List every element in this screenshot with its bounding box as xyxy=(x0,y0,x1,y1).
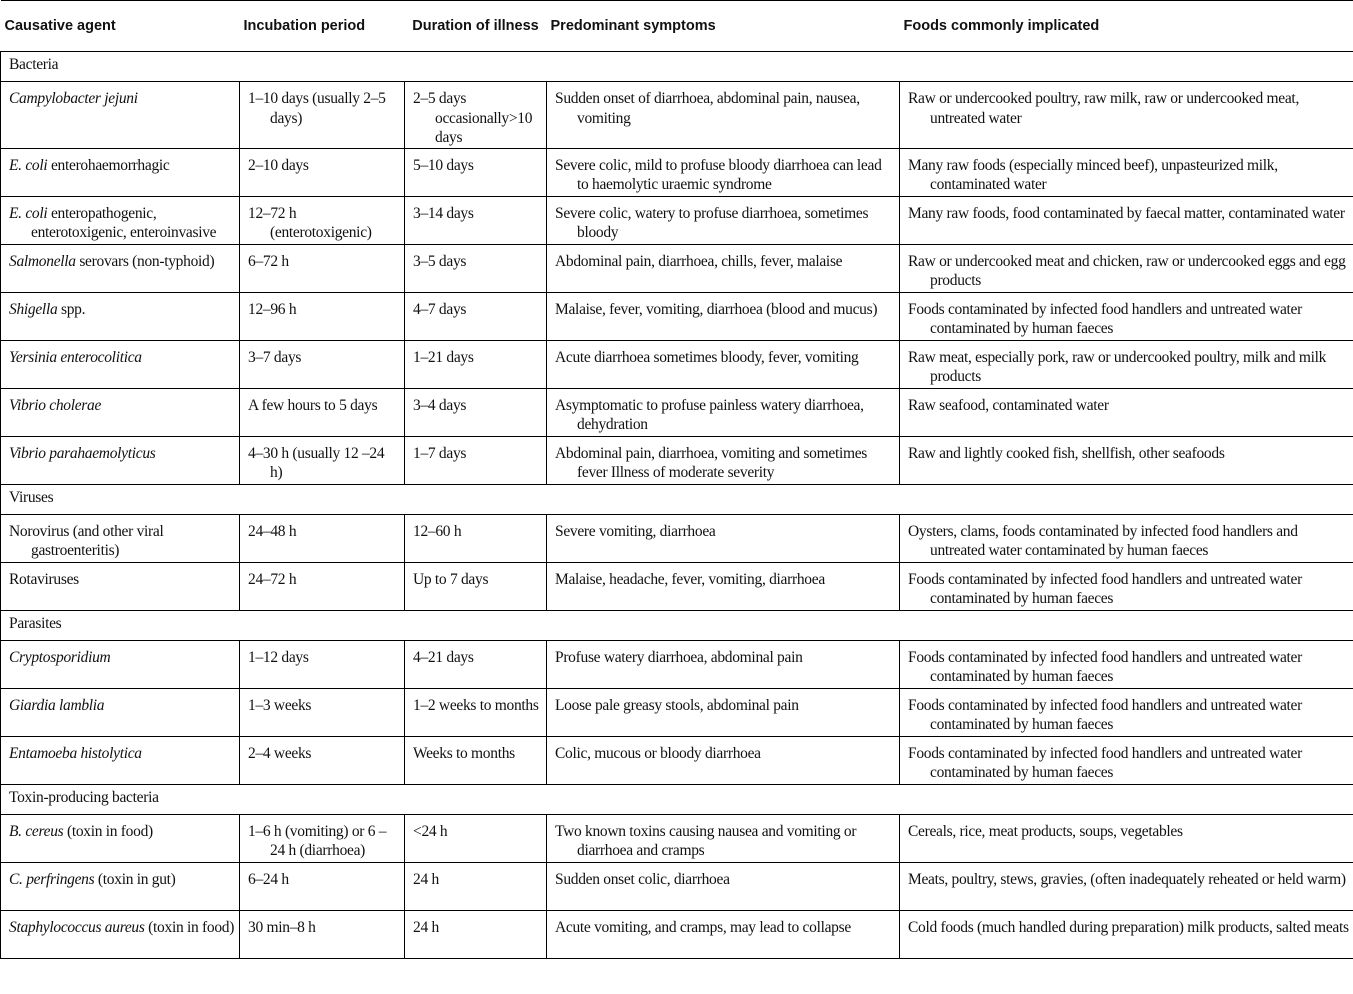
cell-duration xyxy=(405,388,547,436)
cell-symptoms xyxy=(547,340,900,388)
agent-name-rest: enterohaemorrhagic xyxy=(47,156,170,174)
cell-symptoms xyxy=(547,436,900,484)
cell-foods-text: Cereals, rice, meat products, soups, vegetables xyxy=(908,822,1183,840)
agent-name-italic: Giardia lamblia xyxy=(9,696,105,714)
cell-causative-agent xyxy=(1,862,240,910)
cell-incubation-period-text: 2–4 weeks xyxy=(248,744,312,762)
cell-incubation-period xyxy=(240,514,405,562)
cell-foods xyxy=(900,862,1353,910)
cell-foods-text: Many raw foods (especially minced beef), unpasteurized milk, contaminated water xyxy=(908,156,1278,193)
cell-foods xyxy=(900,82,1353,149)
cell-symptoms-text: Abdominal pain, diarrhoea, chills, fever, malaise xyxy=(555,252,843,270)
cell-foods-text: Foods contaminated by infected food handlers and untreated water contaminated by human faeces xyxy=(908,300,1302,337)
cell-symptoms-text: Abdominal pain, diarrhoea, vomiting and sometimes fever Illness of moderate severity xyxy=(555,444,868,481)
agent-name-italic: Entamoeba histolytica xyxy=(9,744,142,762)
table-row xyxy=(1,244,1353,292)
cell-duration xyxy=(405,514,547,562)
table-row xyxy=(1,82,1353,149)
cell-incubation-period-text: 12–72 h (enterotoxigenic) xyxy=(248,204,372,241)
cell-foods xyxy=(900,292,1353,340)
table-row xyxy=(1,196,1353,244)
cell-foods-text: Foods contaminated by infected food handlers and untreated water contaminated by human faeces xyxy=(908,648,1302,685)
cell-duration xyxy=(405,562,547,610)
agent-name-italic: C. perfringens xyxy=(9,870,95,888)
cell-symptoms xyxy=(547,388,900,436)
cell-symptoms-text: Severe colic, watery to profuse diarrhoea, sometimes bloody xyxy=(555,204,869,241)
cell-symptoms-text: Two known toxins causing nausea and vomiting or diarrhoea and cramps xyxy=(555,822,857,859)
cell-incubation-period xyxy=(240,436,405,484)
cell-causative-agent xyxy=(1,244,240,292)
cell-incubation-period xyxy=(240,292,405,340)
section-header-row xyxy=(1,484,1353,514)
cell-duration-text: 24 h xyxy=(413,870,439,888)
agent-text xyxy=(9,570,235,590)
cell-duration xyxy=(405,640,547,688)
cell-foods xyxy=(900,562,1353,610)
agent-text xyxy=(9,648,235,668)
agent-text xyxy=(9,348,235,368)
agent-text xyxy=(9,252,235,272)
cell-duration xyxy=(405,82,547,149)
cell-foods xyxy=(900,196,1353,244)
cell-duration-text: 1–21 days xyxy=(413,348,474,366)
cell-duration xyxy=(405,688,547,736)
cell-incubation-period xyxy=(240,148,405,196)
table-row xyxy=(1,814,1353,862)
cell-duration-text: 12–60 h xyxy=(413,522,462,540)
agent-name-italic: E. coli xyxy=(9,156,48,174)
agent-text xyxy=(9,300,235,320)
table-row xyxy=(1,436,1353,484)
cell-incubation-period xyxy=(240,910,405,958)
cell-foods xyxy=(900,514,1353,562)
cell-incubation-period xyxy=(240,562,405,610)
cell-symptoms-text: Colic, mucous or bloody diarrhoea xyxy=(555,744,761,762)
cell-causative-agent xyxy=(1,688,240,736)
cell-incubation-period-text: 4–30 h (usually 12 –24 h) xyxy=(248,444,385,481)
cell-duration-text: 4–7 days xyxy=(413,300,467,318)
cell-foods-text: Raw or undercooked meat and chicken, raw or undercooked eggs and egg products xyxy=(908,252,1346,289)
cell-causative-agent xyxy=(1,514,240,562)
table-row xyxy=(1,562,1353,610)
cell-duration xyxy=(405,736,547,784)
table-row xyxy=(1,910,1353,958)
cell-incubation-period-text: 6–24 h xyxy=(248,870,289,888)
agent-name-italic: Vibrio cholerae xyxy=(9,396,102,414)
cell-foods xyxy=(900,436,1353,484)
table-row xyxy=(1,292,1353,340)
table-row xyxy=(1,688,1353,736)
cell-symptoms xyxy=(547,640,900,688)
cell-foods xyxy=(900,388,1353,436)
cell-incubation-period-text: 1–6 h (vomiting) or 6 –24 h (diarrhoea) xyxy=(248,822,387,859)
cell-incubation-period-text: 1–3 weeks xyxy=(248,696,312,714)
agent-text xyxy=(9,696,235,716)
agent-name-italic: B. cereus xyxy=(9,822,64,840)
agent-name-italic: E. coli xyxy=(9,204,48,222)
cell-symptoms xyxy=(547,736,900,784)
cell-duration xyxy=(405,340,547,388)
cell-foods xyxy=(900,244,1353,292)
cell-duration xyxy=(405,862,547,910)
cell-foods-text: Meats, poultry, stews, gravies, (often inadequately reheated or held warm) xyxy=(908,870,1346,888)
cell-symptoms-text: Severe colic, mild to profuse bloody diarrhoea can lead to haemolytic uraemic syndrome xyxy=(555,156,882,193)
agent-text xyxy=(9,156,235,176)
cell-incubation-period-text: 1–10 days (usually 2–5 days) xyxy=(248,90,386,127)
cell-foods-text: Raw and lightly cooked fish, shellfish, other seafoods xyxy=(908,444,1225,462)
agent-text xyxy=(9,204,235,243)
agent-name-rest: enteropathogenic, enterotoxigenic, enteroinvasive xyxy=(31,204,217,241)
cell-incubation-period xyxy=(240,640,405,688)
cell-duration-text: 3–4 days xyxy=(413,396,467,414)
cell-symptoms-text: Sudden onset colic, diarrhoea xyxy=(555,870,730,888)
header-row xyxy=(1,1,1353,52)
agent-name-italic: Vibrio parahaemolyticus xyxy=(9,444,156,462)
cell-causative-agent xyxy=(1,640,240,688)
section-title: Toxin-producing bacteria xyxy=(1,784,1353,814)
cell-foods xyxy=(900,688,1353,736)
table-row xyxy=(1,148,1353,196)
cell-incubation-period xyxy=(240,196,405,244)
agent-name-rest: (toxin in food) xyxy=(144,918,235,936)
header-causative-agent: Causative agent xyxy=(1,1,240,52)
header-foods-commonly-implicated: Foods commonly implicated xyxy=(900,1,1353,52)
agent-name-rest: Norovirus (and other viral gastroenteritis) xyxy=(9,522,164,559)
cell-duration-text: 1–7 days xyxy=(413,444,467,462)
cell-foods-text: Foods contaminated by infected food handlers and untreated water contaminated by human faeces xyxy=(908,696,1302,733)
cell-symptoms-text: Asymptomatic to profuse painless watery diarrhoea, dehydration xyxy=(555,396,864,433)
cell-duration xyxy=(405,814,547,862)
table-row xyxy=(1,736,1353,784)
agent-name-italic: Campylobacter jejuni xyxy=(9,90,138,107)
agent-text xyxy=(9,444,235,464)
table-row xyxy=(1,514,1353,562)
cell-incubation-period xyxy=(240,688,405,736)
cell-incubation-period xyxy=(240,814,405,862)
cell-symptoms xyxy=(547,148,900,196)
cell-foods-text: Raw seafood, contaminated water xyxy=(908,396,1109,414)
cell-duration-text: 3–5 days xyxy=(413,252,467,270)
section-header-row xyxy=(1,784,1353,814)
cell-symptoms xyxy=(547,196,900,244)
agent-text xyxy=(9,822,235,842)
cell-causative-agent xyxy=(1,562,240,610)
agent-name-italic: Staphylococcus aureus xyxy=(9,918,145,936)
cell-foods-text: Raw or undercooked poultry, raw milk, raw or undercooked meat, untreated water xyxy=(908,90,1300,127)
cell-duration xyxy=(405,436,547,484)
cell-foods xyxy=(900,148,1353,196)
cell-incubation-period-text: 3–7 days xyxy=(248,348,302,366)
agent-name-italic: Salmonella xyxy=(9,252,76,270)
cell-symptoms xyxy=(547,862,900,910)
cell-symptoms-text: Acute diarrhoea sometimes bloody, fever, vomiting xyxy=(555,348,859,366)
cell-incubation-period-text: A few hours to 5 days xyxy=(248,396,378,414)
table-row xyxy=(1,862,1353,910)
cell-symptoms xyxy=(547,910,900,958)
cell-causative-agent xyxy=(1,736,240,784)
cell-foods-text: Many raw foods, food contaminated by faecal matter, contaminated water xyxy=(908,204,1345,222)
cell-incubation-period xyxy=(240,340,405,388)
cell-symptoms-text: Acute vomiting, and cramps, may lead to collapse xyxy=(555,918,851,936)
header-incubation-period: Incubation period xyxy=(240,1,405,52)
cell-causative-agent xyxy=(1,436,240,484)
agent-text xyxy=(9,918,235,938)
table-row xyxy=(1,340,1353,388)
cell-foods-text: Raw meat, especially pork, raw or undercooked poultry, milk and milk products xyxy=(908,348,1327,385)
agent-name-rest: Rotaviruses xyxy=(9,570,79,588)
cell-symptoms xyxy=(547,562,900,610)
cell-symptoms xyxy=(547,244,900,292)
cell-duration-text: Up to 7 days xyxy=(413,570,489,588)
cell-causative-agent xyxy=(1,196,240,244)
cell-foods xyxy=(900,736,1353,784)
cell-duration-text: 1–2 weeks to months xyxy=(413,696,539,714)
cell-foods xyxy=(900,910,1353,958)
cell-duration xyxy=(405,910,547,958)
agent-text xyxy=(9,396,235,416)
cell-duration-text: <24 h xyxy=(413,822,448,840)
cell-symptoms xyxy=(547,514,900,562)
section-title: Bacteria xyxy=(1,52,1353,82)
cell-causative-agent xyxy=(1,814,240,862)
cell-foods-text: Cold foods (much handled during preparation) milk products, salted meats xyxy=(908,918,1349,936)
section-title: Viruses xyxy=(1,484,1353,514)
cell-duration-text: 4–21 days xyxy=(413,648,474,666)
cell-incubation-period xyxy=(240,82,405,149)
cell-causative-agent xyxy=(1,388,240,436)
agent-text xyxy=(9,744,235,764)
cell-foods-text: Foods contaminated by infected food handlers and untreated water contaminated by human faeces xyxy=(908,570,1302,607)
cell-duration xyxy=(405,292,547,340)
cell-incubation-period-text: 2–10 days xyxy=(248,156,309,174)
cell-duration xyxy=(405,148,547,196)
cell-incubation-period xyxy=(240,244,405,292)
cell-symptoms-text: Loose pale greasy stools, abdominal pain xyxy=(555,696,799,714)
cell-causative-agent xyxy=(1,148,240,196)
cell-symptoms xyxy=(547,82,900,149)
agent-name-rest: spp. xyxy=(57,300,86,318)
cell-duration-text: 2–5 days occasionally>10 days xyxy=(413,90,533,146)
section-title: Parasites xyxy=(1,610,1353,640)
section-header-row xyxy=(1,610,1353,640)
agent-name-italic: Shigella xyxy=(9,300,58,318)
table-row xyxy=(1,388,1353,436)
cell-incubation-period-text: 24–72 h xyxy=(248,570,297,588)
agent-name-italic: Cryptosporidium xyxy=(9,648,111,666)
agent-name-italic: Yersinia enterocolitica xyxy=(9,348,142,366)
cell-incubation-period-text: 6–72 h xyxy=(248,252,289,270)
cell-incubation-period xyxy=(240,862,405,910)
cell-foods-text: Oysters, clams, foods contaminated by infected food handlers and untreated water contaminated by human faeces xyxy=(908,522,1298,559)
cell-symptoms xyxy=(547,688,900,736)
cell-symptoms-text: Malaise, fever, vomiting, diarrhoea (blood and mucus) xyxy=(555,300,878,318)
cell-foods xyxy=(900,340,1353,388)
table-body xyxy=(1,52,1353,959)
cell-duration-text: 24 h xyxy=(413,918,439,936)
cell-duration-text: 3–14 days xyxy=(413,204,474,222)
cell-incubation-period xyxy=(240,736,405,784)
agent-name-rest: (toxin in food) xyxy=(63,822,153,840)
cell-causative-agent xyxy=(1,340,240,388)
cell-foods-text: Foods contaminated by infected food handlers and untreated water contaminated by human faeces xyxy=(908,744,1302,781)
cell-symptoms xyxy=(547,814,900,862)
table-row xyxy=(1,640,1353,688)
cell-symptoms xyxy=(547,292,900,340)
header-duration-of-illness: Duration of illness xyxy=(405,1,547,52)
cell-duration xyxy=(405,196,547,244)
cell-symptoms-text: Malaise, headache, fever, vomiting, diarrhoea xyxy=(555,570,825,588)
section-header-row xyxy=(1,52,1353,82)
cell-foods xyxy=(900,814,1353,862)
cell-symptoms-text: Sudden onset of diarrhoea, abdominal pain, nausea, vomiting xyxy=(555,90,860,127)
cell-incubation-period-text: 30 min–8 h xyxy=(248,918,316,936)
cell-causative-agent xyxy=(1,910,240,958)
cell-foods xyxy=(900,640,1353,688)
cell-incubation-period-text: 24–48 h xyxy=(248,522,297,540)
cell-incubation-period-text: 1–12 days xyxy=(248,648,309,666)
cell-duration-text: 5–10 days xyxy=(413,156,474,174)
agent-text xyxy=(9,870,235,890)
agent-name-rest: (toxin in gut) xyxy=(94,870,176,888)
cell-causative-agent xyxy=(1,292,240,340)
cell-symptoms-text: Severe vomiting, diarrhoea xyxy=(555,522,716,540)
cell-incubation-period-text: 12–96 h xyxy=(248,300,297,318)
agent-text xyxy=(9,89,235,109)
agent-name-rest: serovars (non-typhoid) xyxy=(75,252,215,270)
agent-text xyxy=(9,522,235,561)
cell-causative-agent xyxy=(1,82,240,149)
cell-incubation-period xyxy=(240,388,405,436)
cell-duration xyxy=(405,244,547,292)
cell-duration-text: Weeks to months xyxy=(413,744,515,762)
header-predominant-symptoms: Predominant symptoms xyxy=(547,1,900,52)
cell-symptoms-text: Profuse watery diarrhoea, abdominal pain xyxy=(555,648,803,666)
